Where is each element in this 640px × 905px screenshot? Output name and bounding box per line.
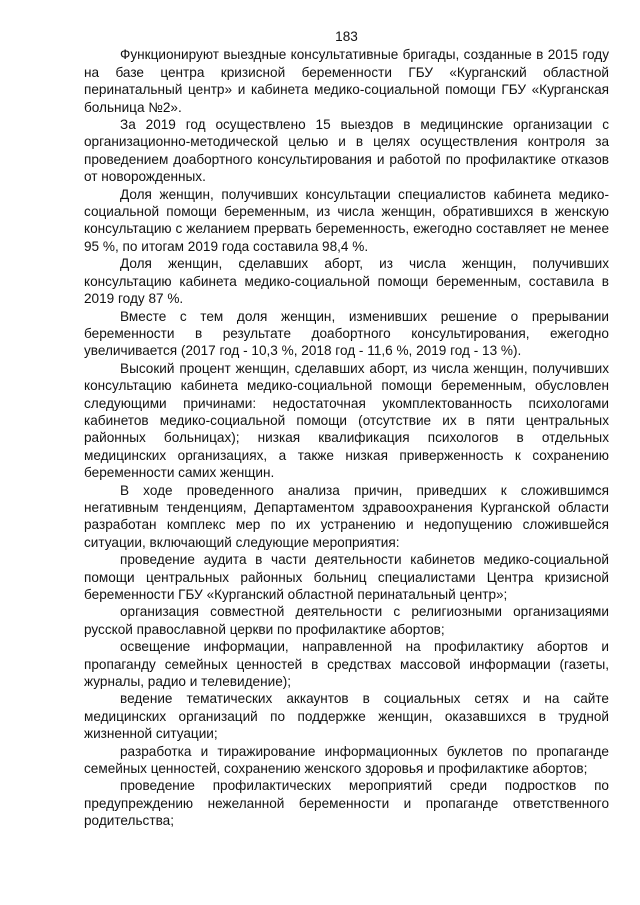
- paragraph-visits-2019: За 2019 год осуществлено 15 выездов в медицинские организации с организационно-методической целью и в целях осуществления контроля за проведением доабортного консультирования и работой по профилактике отказов от новорожденных.: [84, 117, 609, 185]
- list-item-booklets: разработка и тиражирование информационных буклетов по пропаганде семейных ценностей, сохранению женского здоровья и профилактике абортов;: [84, 743, 609, 777]
- list-item-media-coverage: освещение информации, направленной на профилактику абортов и пропаганду семейных ценностей в средствах массовой информации (газеты, журналы, радио и телевидение);: [84, 639, 609, 690]
- paragraph-changed-decision: Вместе с тем доля женщин, изменивших решение о прерывании беременности в результате доабортного консультирования, ежегодно увеличивается (2017 год - 10,3 %, 2018 год - 11,6 %, 2019 год - 13 %).: [84, 308, 609, 359]
- list-item-teen-prevention: проведение профилактических мероприятий среди подростков по предупреждению нежеланной беременности и пропаганде ответственного родительства;: [84, 778, 609, 829]
- paragraph-abortion-share: Доля женщин, сделавших аборт, из числа женщин, получивших консультацию кабинета медико-социальной помощи беременным, составила в 2019 году 87 %.: [84, 256, 609, 307]
- list-item-audit: проведение аудита в части деятельности кабинетов медико-социальной помощи центральных районных больниц специалистами Центра кризисной беременности ГБУ «Курганский областной перинатальный центр»;: [84, 552, 609, 602]
- page-number: 183: [335, 29, 358, 44]
- document-page: [84, 28, 609, 830]
- list-item-religious-cooperation: организация совместной деятельности с религиозными организациями русской православной церкви по профилактике абортов;: [84, 604, 609, 637]
- paragraph-reasons: Высокий процент женщин, сделавших аборт, из числа женщин, получивших консультацию кабинета медико-социальной помощи беременным, обусловлен следующими причинами: недостаточная укомплектованность психологами кабинетов медико-социальной помощи (отсутствие их в пяти центральных районных больницах); низкая квалификация психологов в отдельных медицинских организациях, а также низкая приверженность к сохранению беременности самих женщин.: [84, 360, 609, 481]
- list-item-social-accounts: ведение тематических аккаунтов в социальных сетях и на сайте медицинских организаций по поддержке женщин, оказавшихся в трудной жизненной ситуации;: [84, 691, 609, 742]
- paragraph-consult-brigades: Функционируют выездные консультативные бригады, созданные в 2015 году на базе центра кризисной беременности ГБУ «Курганский областной перинатальный центр» и кабинета медико-социальной помощи ГБУ «Курганская больница №2».: [84, 47, 609, 115]
- paragraph-measures-intro: В ходе проведенного анализа причин, приведших к сложившимся негативным тенденциям, Департаментом здравоохранения Курганской области разработан комплекс мер по их устранению и недопущению сложившейся ситуации, включающий следующие мероприятия:: [84, 482, 609, 550]
- paragraph-consulted-share: Доля женщин, получивших консультации специалистов кабинета медико-социальной помощи беременным, из числа женщин, обратившихся в женскую консультацию с желанием прервать беременность, ежегодно составляет не менее 95 %, по итогам 2019 года составила 98,4 %.: [84, 186, 609, 254]
